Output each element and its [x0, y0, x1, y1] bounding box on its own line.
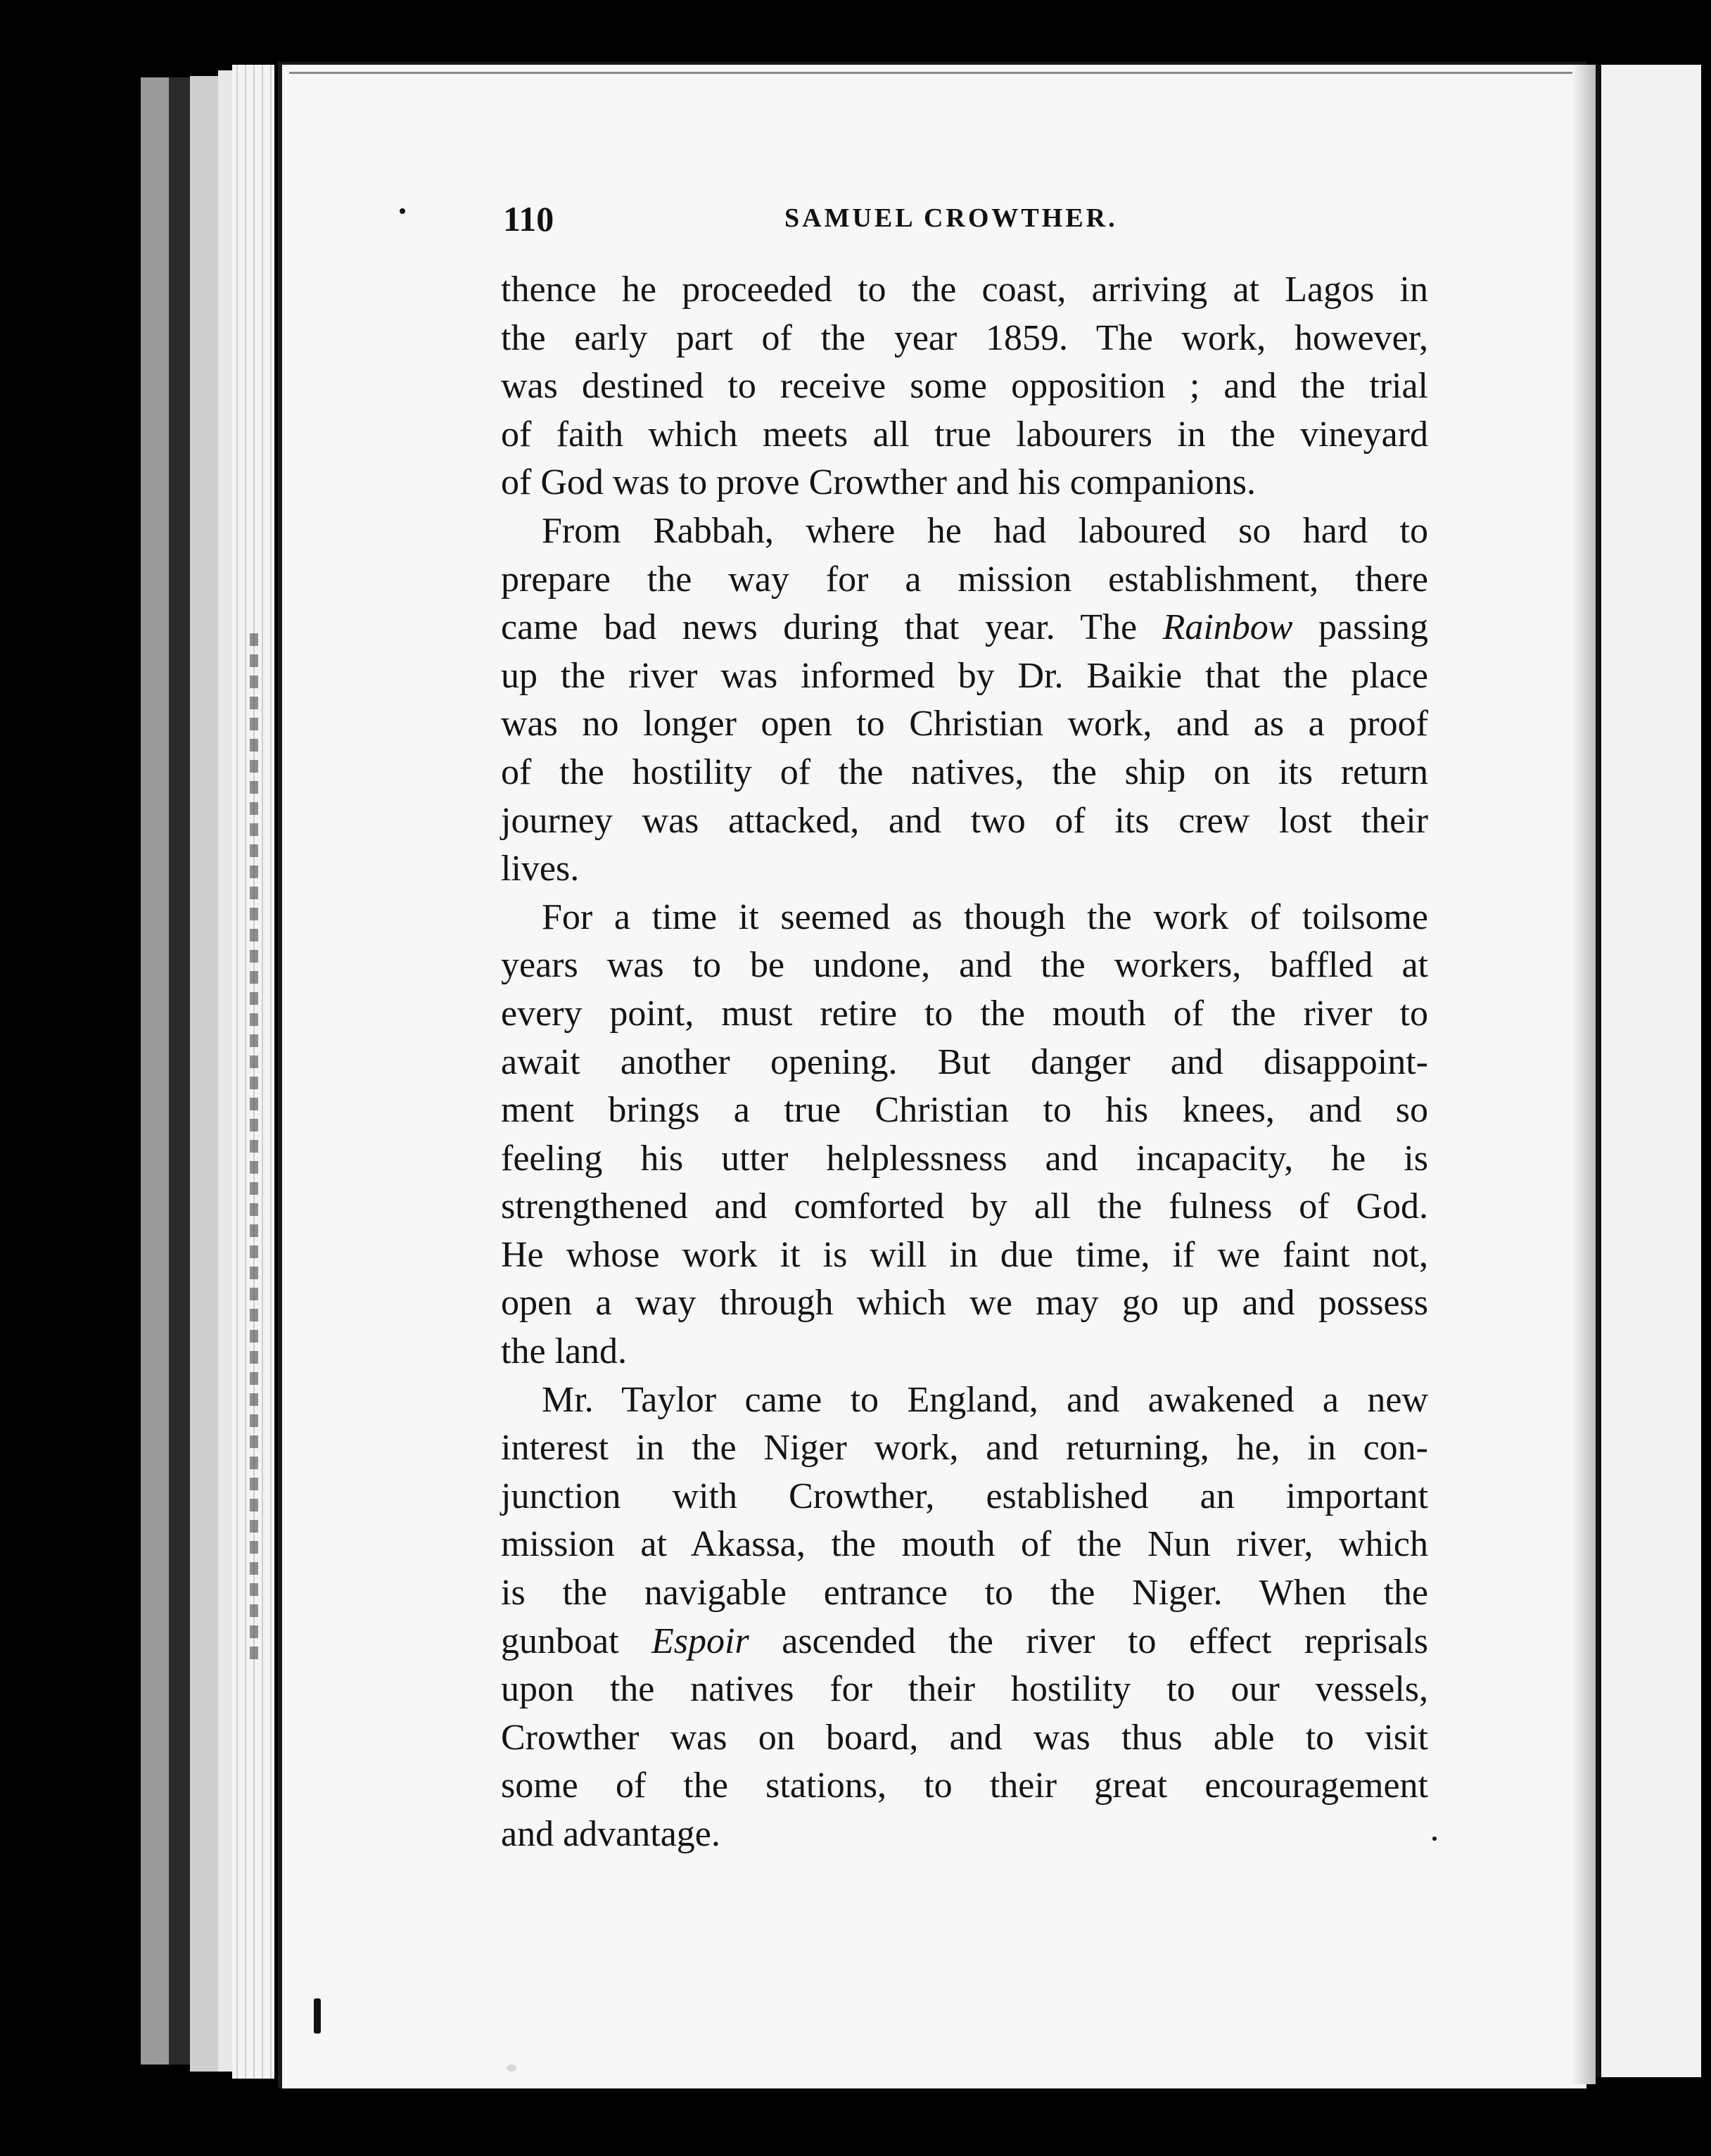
text-line: thence he proceeded to the coast, arriving at Lagos in [501, 270, 1428, 310]
book-edge [169, 77, 190, 2065]
paragraph [501, 1376, 1428, 1859]
text-line: From Rabbah, where he had laboured so hard to [542, 510, 1428, 551]
text-line: years was to be undone, and the workers, baffled at [501, 945, 1428, 986]
text-line: For a time it seemed as though the work of toilsome [542, 896, 1428, 937]
text-line: the early part of the year 1859. The work, however, [501, 317, 1428, 358]
text-line: await another opening. But danger and disappoint- [501, 1041, 1428, 1082]
text-line: lives. [501, 849, 580, 889]
paragraph [501, 507, 1428, 894]
text-line: interest in the Niger work, and returning, he, in con- [501, 1428, 1428, 1469]
page-stack-marks [250, 633, 258, 1663]
text-line: is the navigable entrance to the Niger. When the [501, 1573, 1428, 1613]
book-edge [141, 77, 169, 2065]
text-line: Mr. Taylor came to England, and awakened a new [542, 1379, 1428, 1420]
text-line: some of the stations, to their great encouragement [501, 1765, 1428, 1806]
book-edge [190, 76, 218, 2072]
text-line: and advantage. [501, 1814, 720, 1854]
ship-name: Espoir [651, 1621, 749, 1661]
text-line: the land. [501, 1331, 628, 1372]
text-line: upon the natives for their hostility to our vessels, [501, 1669, 1428, 1710]
text-line: mission at Akassa, the mouth of the Nun river, which [501, 1524, 1428, 1565]
text-line: feeling his utter helplessness and incapacity, he is [501, 1138, 1428, 1179]
page-top-rule [289, 72, 1586, 74]
text-run: came bad news during that year. The [501, 607, 1163, 648]
text-line: He whose work it is will in due time, if we faint not, [501, 1234, 1428, 1275]
scan-speck [1432, 1837, 1437, 1841]
page-header [503, 198, 1432, 248]
paragraph [501, 894, 1428, 1376]
text-line [501, 604, 1428, 652]
gutter-shadow [1572, 65, 1596, 2084]
text-line [501, 1618, 1428, 1666]
scan-speck [507, 2065, 516, 2072]
text-line: was no longer open to Christian work, and as a proof [501, 704, 1428, 744]
text-line: junction with Crowther, established an important [501, 1476, 1428, 1516]
body-text [501, 266, 1428, 1859]
text-line: Crowther was on board, and was thus able to visit [501, 1717, 1428, 1758]
text-line: prepare the way for a mission establishment, there [501, 559, 1428, 600]
text-run: ascended the river to effect reprisals [749, 1621, 1429, 1661]
text-line: of the hostility of the natives, the ship on its return [501, 752, 1428, 792]
text-line: of faith which meets all true labourers in the vineyard [501, 414, 1428, 455]
ship-name: Rainbow [1162, 607, 1293, 648]
running-title: SAMUEL CROWTHER. [784, 203, 1118, 233]
text-line: every point, must retire to the mouth of the river to [501, 993, 1428, 1034]
text-line: of God was to prove Crowther and his companions. [501, 462, 1257, 503]
paragraph [501, 266, 1428, 507]
scan-speck [314, 1998, 321, 2034]
text-run: gunboat [501, 1621, 652, 1661]
scan-speck [400, 208, 405, 214]
text-line: ment brings a true Christian to his knees, and so [501, 1090, 1428, 1131]
text-run: passing [1292, 607, 1429, 648]
text-line: open a way through which we may go up and possess [501, 1283, 1428, 1324]
text-line: journey was attacked, and two of its crew lost their [501, 800, 1428, 841]
page-number: 110 [503, 199, 554, 239]
facing-page-edge [1596, 65, 1701, 2077]
book-edge [218, 70, 232, 2072]
text-line: up the river was informed by Dr. Baikie that the place [501, 655, 1428, 696]
text-line: strengthened and comforted by all the fulness of God. [501, 1186, 1428, 1227]
text-line: was destined to receive some opposition ; and the trial [501, 366, 1428, 407]
